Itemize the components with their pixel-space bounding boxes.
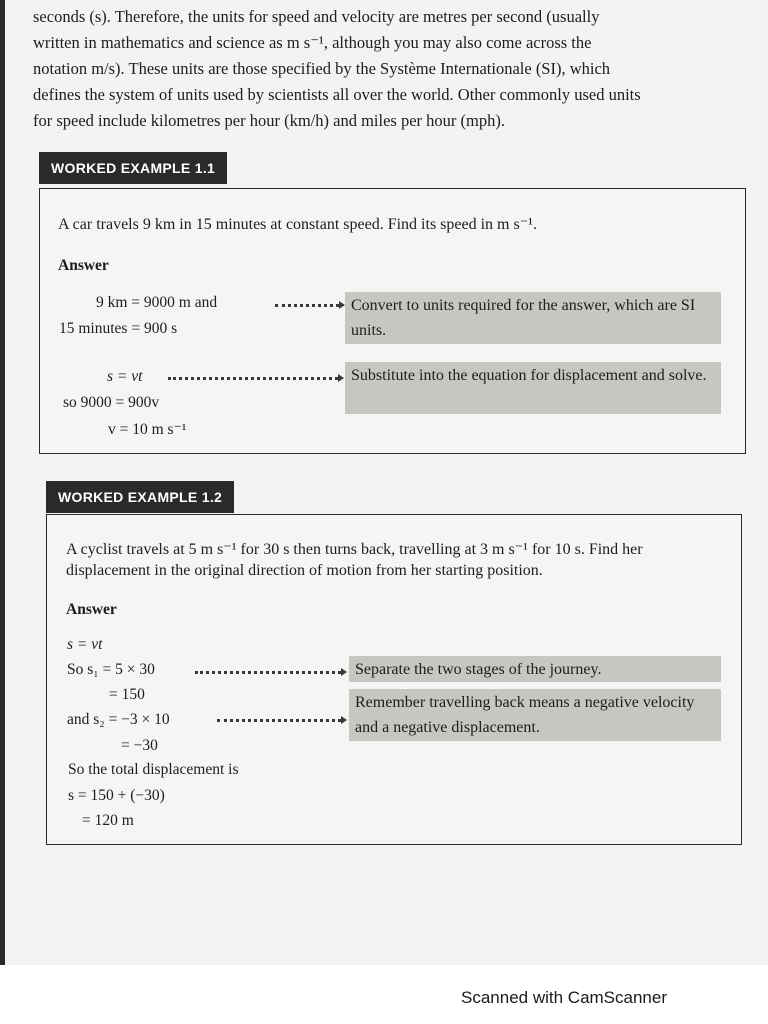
- intro-line-1: seconds (s). Therefore, the units for speed and velocity are metres per second (usually: [33, 7, 600, 26]
- worked-example-1-1-tab: WORKED EXAMPLE 1.1: [39, 152, 227, 184]
- ex2-note-separate-stages: Separate the two stages of the journey.: [349, 656, 721, 682]
- example-1-2-answer-label: Answer: [66, 601, 117, 618]
- intro-line-5: for speed include kilometres per hour (km/h) and miles per hour (mph).: [33, 111, 505, 130]
- intro-line-3: notation m/s). These units are those specified by the Système Internationale (SI), which: [33, 59, 611, 78]
- ex1-note-convert-units: Convert to units required for the answer, which are SI units.: [345, 292, 721, 344]
- ex1-leader-dots-1: [275, 304, 339, 307]
- ex2-note-travelling-back: Remember travelling back means a negative velocity and a negative displacement.: [349, 689, 721, 741]
- ex2-line-b: So s₁ = 5 × 30: [67, 661, 155, 678]
- ex1-line-d: so 9000 = 900v: [63, 394, 160, 411]
- ex2-line-h: = 120 m: [82, 812, 134, 829]
- ex2-line-a: s = vt: [67, 636, 103, 653]
- ex1-line-c: s = vt: [107, 368, 143, 385]
- ex2-line-d: and s₂ = −3 × 10: [67, 711, 170, 728]
- ex1-leader-dots-2: [168, 377, 338, 380]
- example-1-1-answer-label: Answer: [58, 257, 109, 274]
- ex1-line-a: 9 km = 9000 m and: [96, 294, 218, 311]
- intro-paragraph: [33, 4, 753, 134]
- ex2-line-e: = −30: [121, 737, 158, 754]
- ex1-line-e: v = 10 m s⁻¹: [108, 421, 187, 438]
- ex2-leader-dots-2: [217, 719, 341, 722]
- ex1-line-b: 15 minutes = 900 s: [59, 320, 178, 337]
- ex1-note-substitute: Substitute into the equation for displacement and solve.: [345, 362, 721, 414]
- scanner-watermark: Scanned with CamScanner: [461, 988, 668, 1007]
- worked-example-1-2-tab: WORKED EXAMPLE 1.2: [46, 481, 234, 513]
- intro-line-2: written in mathematics and science as m s⁻¹, although you may also come across the: [33, 33, 592, 52]
- ex2-line-f: So the total displacement is: [68, 761, 239, 778]
- intro-line-4: defines the system of units used by scientists all over the world. Other commonly used units: [33, 85, 641, 104]
- ex2-line-c: = 150: [109, 686, 145, 703]
- ex2-leader-dots-1: [195, 671, 341, 674]
- example-1-1-question: A car travels 9 km in 15 minutes at constant speed. Find its speed in m s⁻¹.: [58, 216, 537, 233]
- example-1-2-question: A cyclist travels at 5 m s⁻¹ for 30 s then turns back, travelling at 3 m s⁻¹ for 10 s. Find her displacement in the original direction of motion from her starting position.: [66, 541, 643, 579]
- ex2-line-g: s = 150 + (−30): [68, 787, 165, 804]
